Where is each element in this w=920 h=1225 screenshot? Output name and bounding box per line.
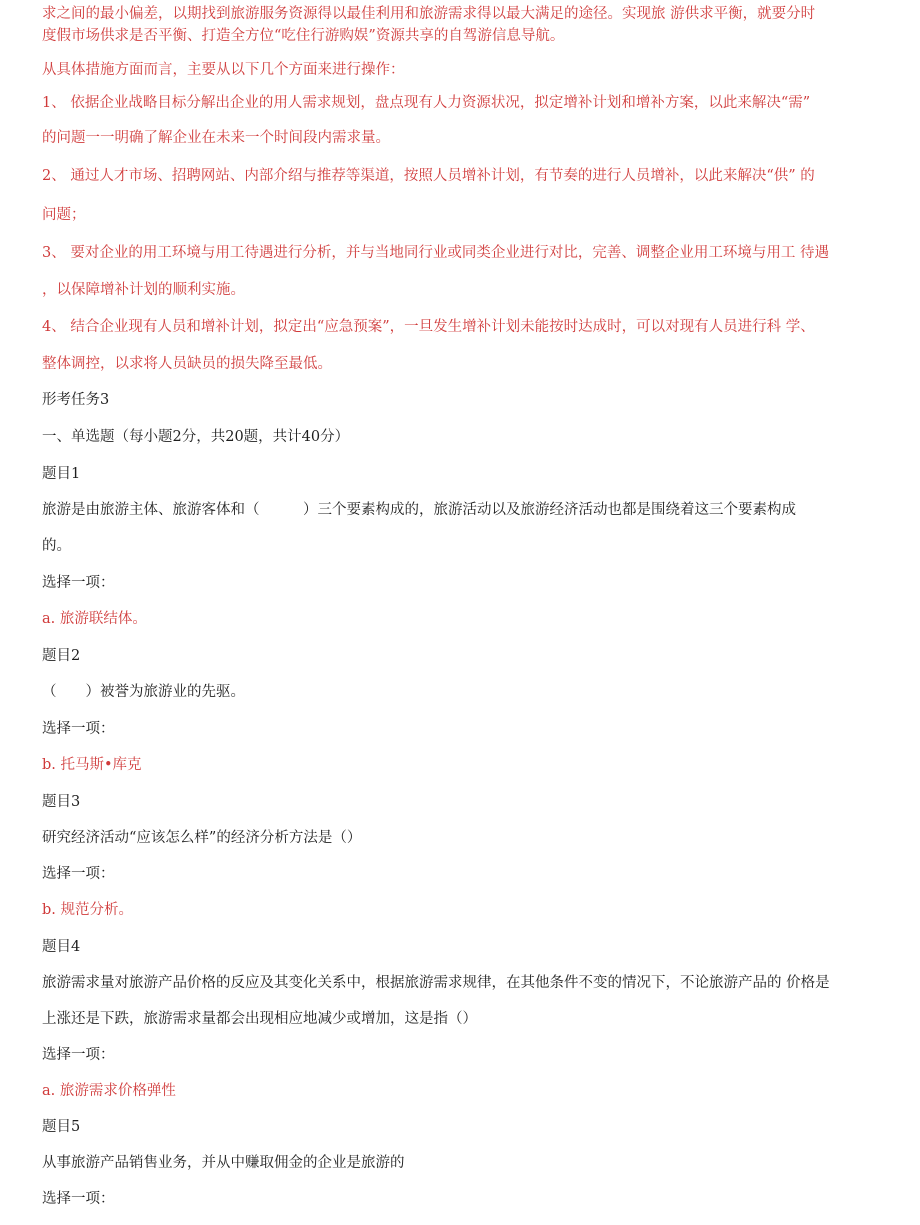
question-1-text-line-1: 旅游是由旅游主体、旅游客体和（ ）三个要素构成的，旅游活动以及旅游经济活动也都是围绕着这三个要素构成 [42, 502, 796, 518]
question-1-answer: a. 旅游联结体。 [42, 611, 147, 627]
intro-line-1: 求之间的最小偏差，以期找到旅游服务资源得以最佳利用和旅游需求得以最大满足的途径。实现旅 游供求平衡，就要分时 [42, 6, 816, 22]
question-5-text: 从事旅游产品销售业务，并从中赚取佣金的企业是旅游的 [42, 1155, 405, 1171]
measure-1-line-1: 1、 依据企业战略目标分解出企业的用人需求规划，盘点现有人力资源状况，拟定增补计划和增补方案，以此来解决“需” [42, 95, 811, 111]
question-4-text-line-2: 上涨还是下跌，旅游需求量都会出现相应地减少或增加，这是指（） [42, 1011, 477, 1027]
section-heading: 一、单选题（每小题2分，共20题，共计40分） [42, 429, 350, 445]
question-2-answer: b. 托马斯•库克 [42, 757, 142, 773]
question-3-choose-label: 选择一项： [42, 866, 115, 882]
question-4-choose-label: 选择一项： [42, 1047, 115, 1063]
measure-4-line-1: 4、 结合企业现有人员和增补计划，拟定出“应急预案”，一旦发生增补计划未能按时达成时，可以对现有人员进行科 学、 [42, 319, 815, 335]
question-2-text: （ ）被誉为旅游业的先驱。 [42, 684, 245, 700]
measure-3-line-2: ，以保障增补计划的顺利实施。 [42, 282, 245, 298]
question-3-text: 研究经济活动“应该怎么样”的经济分析方法是（） [42, 830, 362, 846]
question-3-label: 题目3 [42, 794, 81, 810]
task-title: 形考任务3 [42, 392, 110, 408]
question-1-choose-label: 选择一项： [42, 575, 115, 591]
question-5-choose-label: 选择一项： [42, 1191, 115, 1207]
question-4-label: 题目4 [42, 939, 81, 955]
question-4-text-line-1: 旅游需求量对旅游产品价格的反应及其变化关系中，根据旅游需求规律，在其他条件不变的情况下，不论旅游产品的 价格是 [42, 975, 830, 991]
question-4-answer: a. 旅游需求价格弹性 [42, 1083, 176, 1099]
question-1-label: 题目1 [42, 466, 81, 482]
question-1-text-line-2: 的。 [42, 538, 71, 554]
measure-1-line-2: 的问题一一明确了解企业在未来一个时间段内需求量。 [42, 130, 390, 146]
measure-2-line-2: 问题； [42, 207, 86, 223]
question-2-choose-label: 选择一项： [42, 721, 115, 737]
measure-3-line-1: 3、 要对企业的用工环境与用工待遇进行分析，并与当地同行业或同类企业进行对比，完善、调整企业用工环境与用工 待遇 [42, 245, 829, 261]
question-5-label: 题目5 [42, 1119, 81, 1135]
measure-4-line-2: 整体调控，以求将人员缺员的损失降至最低。 [42, 356, 332, 372]
intro-line-2: 度假市场供求是否平衡、打造全方位“吃住行游购娱”资源共享的自驾游信息导航。 [42, 28, 565, 44]
question-3-answer: b. 规范分析。 [42, 902, 133, 918]
measure-2-line-1: 2、 通过人才市场、招聘网站、内部介绍与推荐等渠道，按照人员增补计划，有节奏的进行人员增补，以此来解决“供” 的 [42, 168, 815, 184]
question-2-label: 题目2 [42, 648, 81, 664]
measures-intro: 从具体措施方面而言，主要从以下几个方面来进行操作： [42, 62, 405, 78]
